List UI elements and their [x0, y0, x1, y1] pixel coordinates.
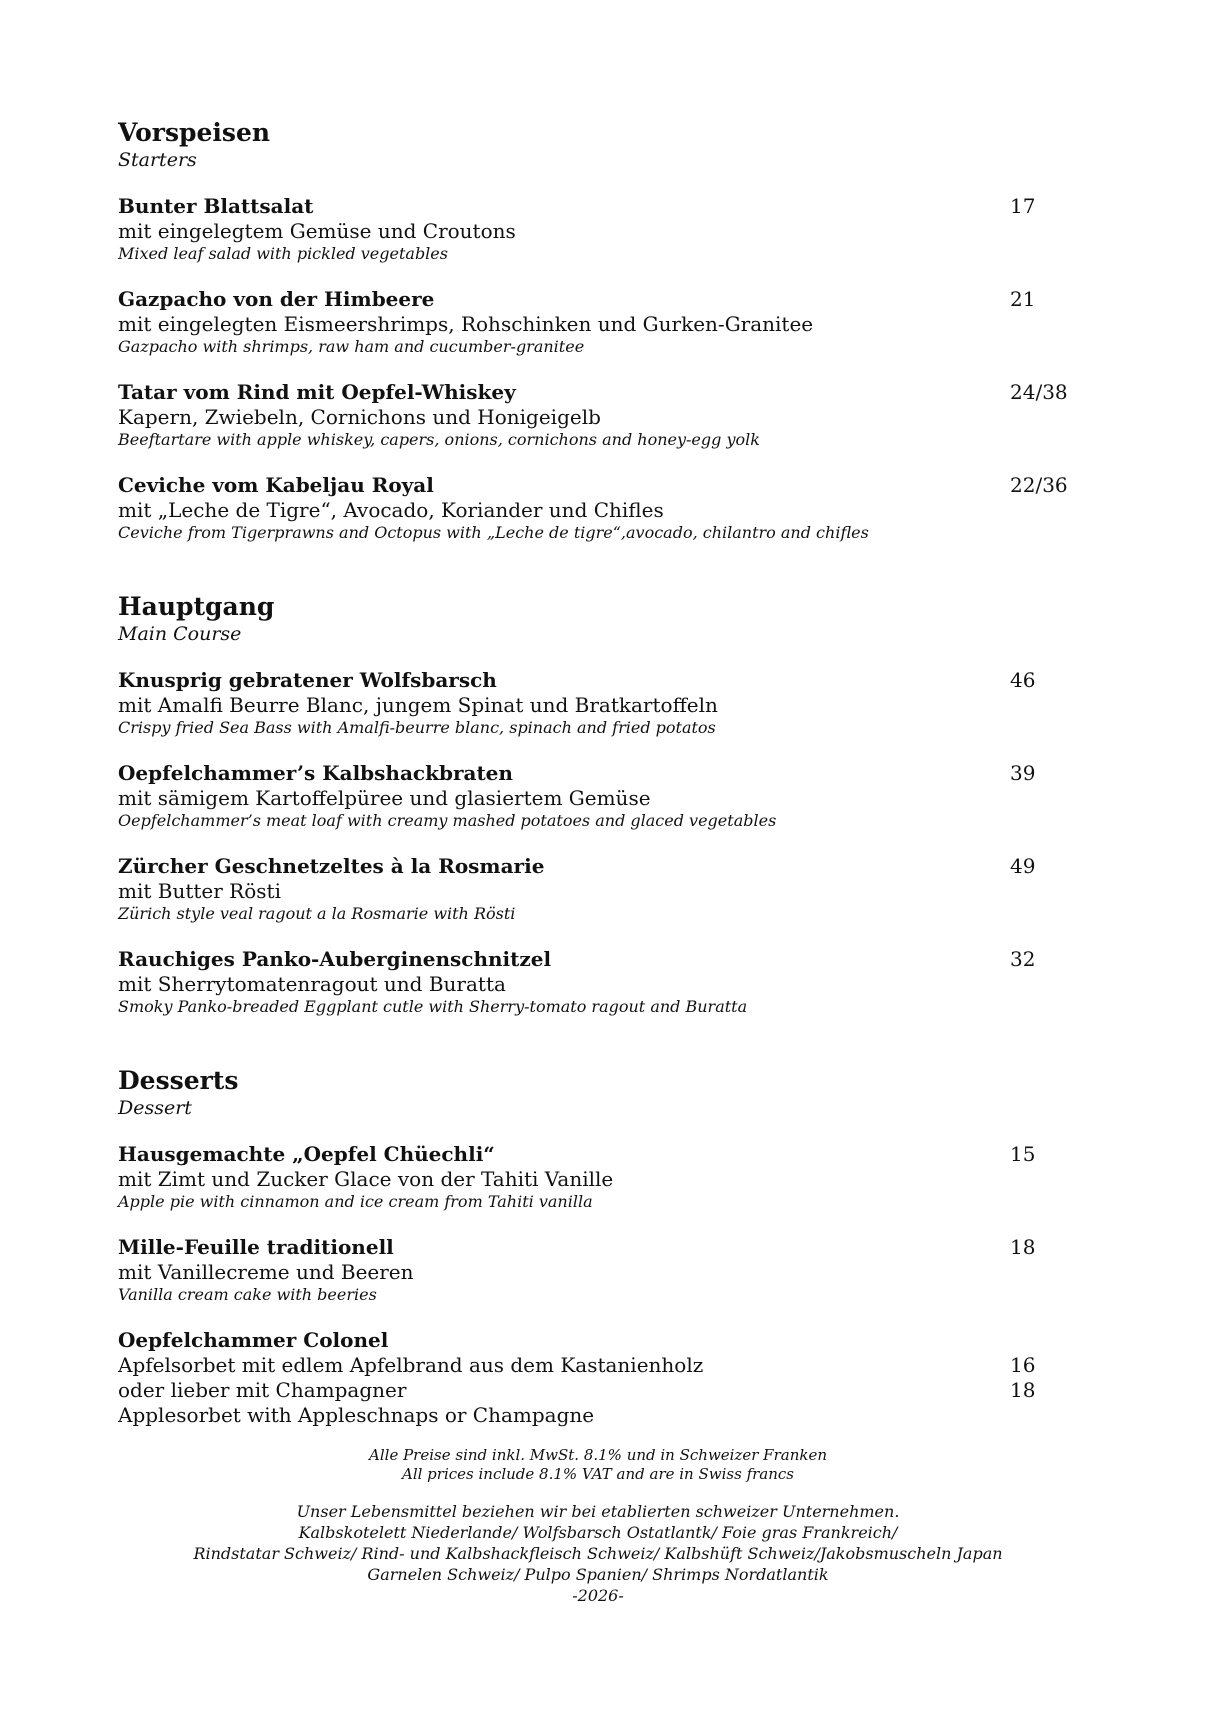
- section-title: Vorspeisen: [118, 118, 271, 147]
- section-main-course: [118, 592, 1078, 1017]
- item-price: 18: [1010, 1235, 1036, 1259]
- item-description-de: mit eingelegten Eismeershrimps, Rohschinken und Gurken-Granitee: [118, 312, 814, 336]
- item-name: Mille-Feuille traditionell: [118, 1235, 394, 1259]
- item-description-de: mit eingelegtem Gemüse und Croutons: [118, 219, 516, 243]
- item-price: 49: [1010, 854, 1036, 878]
- section-subtitle: Dessert: [118, 1097, 192, 1119]
- origin-line: Kalbskotelett Niederlande/ Wolfsbarsch Ostatlantk/ Foie gras Frankreich/: [298, 1523, 898, 1542]
- item-name: Gazpacho von der Himbeere: [118, 287, 435, 311]
- origin-line: Unser Lebensmittel beziehen wir bei etablierten schweizer Unternehmen.: [296, 1502, 900, 1521]
- item-price: 18: [1010, 1378, 1036, 1402]
- menu-item: [118, 194, 1078, 264]
- item-price: 24/38: [1010, 380, 1068, 404]
- section-starters: [118, 118, 1078, 543]
- section-desserts: [118, 1066, 1078, 1428]
- item-price: 15: [1010, 1142, 1036, 1166]
- section-title: Desserts: [118, 1066, 239, 1095]
- item-name: Oepfelchammer Colonel: [118, 1328, 389, 1352]
- item-description-de: mit Vanillecreme und Beeren: [118, 1260, 414, 1284]
- menu-item: [118, 473, 1078, 543]
- item-name: Ceviche vom Kabeljau Royal: [118, 473, 434, 497]
- item-description-de: mit sämigem Kartoffelpüree und glasiertem Gemüse: [118, 786, 651, 810]
- item-description-en: Crispy fried Sea Bass with Amalfi-beurre blanc, spinach and fried potatos: [118, 718, 716, 737]
- item-description-de: mit Zimt und Zucker Glace von der Tahiti Vanille: [118, 1167, 614, 1191]
- item-name: Zürcher Geschnetzeltes à la Rosmarie: [118, 854, 545, 878]
- item-description-de: mit „Leche de Tigre“, Avocado, Koriander und Chifles: [118, 498, 664, 522]
- item-description-en: Oepfelchammer’s meat loaf with creamy mashed potatoes and glaced vegetables: [118, 811, 777, 830]
- item-price: 32: [1010, 947, 1036, 971]
- item-description-en: Ceviche from Tigerprawns and Octopus with „Leche de tigre“,avocado, chilantro and chifles: [118, 523, 869, 542]
- item-name: Bunter Blattsalat: [118, 194, 314, 218]
- item-name: Hausgemachte „Oepfel Chüechli“: [118, 1142, 495, 1166]
- item-name: Oepfelchammer’s Kalbshackbraten: [118, 761, 513, 785]
- item-name: Tatar vom Rind mit Oepfel-Whiskey: [118, 380, 516, 404]
- menu-item: [118, 380, 1078, 450]
- item-description-de: mit Butter Rösti: [118, 879, 281, 903]
- menu-item: [118, 668, 1078, 738]
- menu-item: [118, 854, 1078, 924]
- item-description-en: Beeftartare with apple whiskey, capers, onions, cornichons and honey-egg yolk: [118, 430, 760, 449]
- colonel-option: [118, 1353, 1078, 1378]
- item-description-en: Vanilla cream cake with beeries: [118, 1285, 377, 1304]
- section-subtitle: Main Course: [118, 623, 242, 645]
- item-description-en: Smoky Panko-breaded Eggplant cutle with Sherry-tomato ragout and Buratta: [118, 997, 748, 1016]
- colonel-option-text: oder lieber mit Champagner: [118, 1378, 407, 1402]
- menu-footer: [118, 1446, 1078, 1606]
- menu-item: [118, 761, 1078, 831]
- origin-note: [118, 1501, 1078, 1606]
- menu-item: [118, 287, 1078, 357]
- origin-line: Rindstatar Schweiz/ Rind- und Kalbshackfleisch Schweiz/ Kalbshüft Schweiz/Jakobsmuscheln Japan: [193, 1544, 1003, 1563]
- vat-note-en: All prices include 8.1% VAT and are in Swiss francs: [401, 1465, 794, 1483]
- menu-year: -2026-: [572, 1586, 624, 1605]
- item-price: 21: [1010, 287, 1036, 311]
- item-name: Knusprig gebratener Wolfsbarsch: [118, 668, 497, 692]
- menu-page: [118, 118, 1078, 1451]
- vat-note-de: Alle Preise sind inkl. MwSt. 8.1% und in Schweizer Franken: [369, 1446, 827, 1464]
- item-description-de: mit Amalfi Beurre Blanc, jungem Spinat und Bratkartoffeln: [118, 693, 718, 717]
- colonel-option: [118, 1378, 1078, 1403]
- item-description-en: Gazpacho with shrimps, raw ham and cucumber-granitee: [118, 337, 585, 356]
- item-description-de: mit Sherrytomatenragout und Buratta: [118, 972, 506, 996]
- origin-line: Garnelen Schweiz/ Pulpo Spanien/ Shrimps Nordatlantik: [367, 1565, 829, 1584]
- item-price: 16: [1010, 1353, 1036, 1377]
- menu-item: [118, 1235, 1078, 1305]
- colonel-description-en: Applesorbet with Appleschnaps or Champagne: [118, 1403, 595, 1427]
- item-price: 22/36: [1010, 473, 1068, 497]
- item-description-en: Mixed leaf salad with pickled vegetables: [118, 244, 448, 263]
- item-price: 17: [1010, 194, 1036, 218]
- item-price: 46: [1010, 668, 1036, 692]
- colonel-option-text: Apfelsorbet mit edlem Apfelbrand aus dem Kastanienholz: [118, 1353, 704, 1377]
- menu-item-colonel: [118, 1328, 1078, 1428]
- item-name: Rauchiges Panko-Auberginenschnitzel: [118, 947, 552, 971]
- menu-item: [118, 947, 1078, 1017]
- item-description-de: Kapern, Zwiebeln, Cornichons und Honigeigelb: [118, 405, 601, 429]
- item-description-en: Zürich style veal ragout a la Rosmarie with Rösti: [118, 904, 516, 923]
- section-title: Hauptgang: [118, 592, 275, 621]
- item-description-en: Apple pie with cinnamon and ice cream from Tahiti vanilla: [118, 1192, 593, 1211]
- menu-item: [118, 1142, 1078, 1212]
- section-subtitle: Starters: [118, 149, 197, 171]
- item-price: 39: [1010, 761, 1036, 785]
